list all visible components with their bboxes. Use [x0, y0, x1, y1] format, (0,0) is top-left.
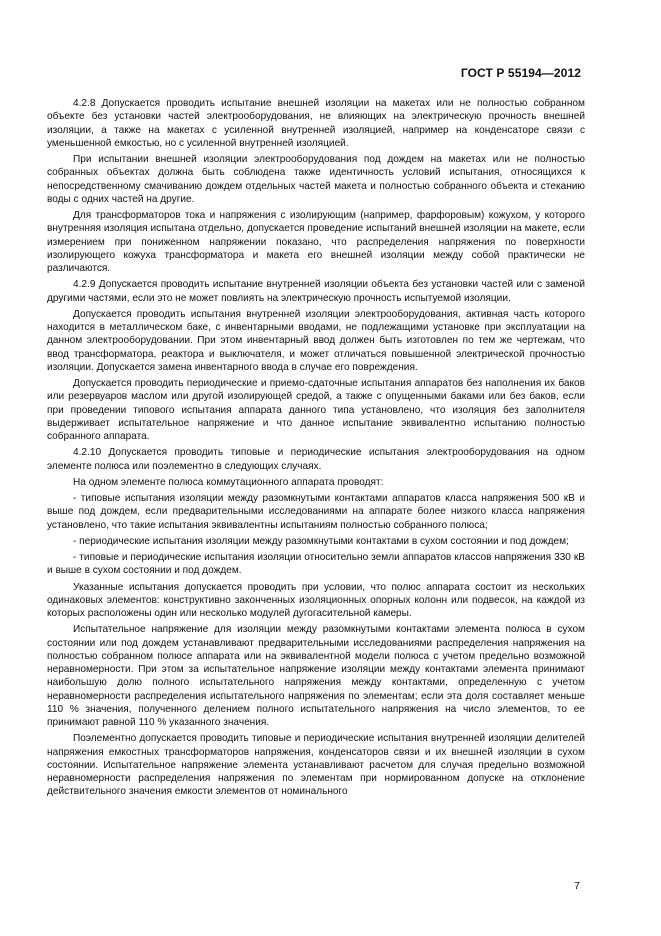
- paragraph-4-2-8: 4.2.8 Допускается проводить испытание внешней изоляции на макетах или не полностью собранном объекте без установки частей электрооборудования, не влияющих на электрическую прочность внешней изоляции, а также на макетах с усиленной внутренней изоляцией, например на конденсаторе связи с уменьшенной емкостью, но с усиленной внутренней изоляцией.: [47, 98, 585, 149]
- paragraph-4-2-10: 4.2.10 Допускается проводить типовые и периодические испытания электрооборудования на одном элементе полюса или поэлементно в следующих случаях.: [47, 447, 585, 472]
- list-item: - периодические испытания изоляции между разомкнутыми контактами в сухом состоянии и под дождем;: [73, 535, 569, 547]
- paragraph-conditions: Указанные испытания допускается проводить при условии, что полюс аппарата состоит из нескольких одинаковых элементов: конструктивно законченных изоляционных опорных колонн или подвесок, на каждой из которых расположены один или несколько модулей дугогасительной камеры.: [47, 581, 585, 619]
- paragraph-element-wise: Поэлементно допускается проводить типовые и периодические испытания внутренней изоляции делителей напряжения емкостных трансформаторов напряжения, конденсаторов связи и их внешней изоляции в сухом состоянии. Испытательное напряжение элемента устанавливают расчетом для случая предельно возможной неравномерности распределения напряжения по элементам при нормированном допуске на отклонение действительного значения емкости элементов от номинального: [47, 733, 585, 798]
- document-header: ГОСТ Р 55194—2012: [460, 66, 581, 80]
- paragraph-transformers: Для трансформаторов тока и напряжения с изолирующим (например, фарфоровым) кожухом, у которого внутренняя изоляция испытана отдельно, допускается проведение испытаний внешней изоляции на макете, если измерением при пониженном напряжении показано, что распределения напряжения по поверхности изолирующего кожуха трансформатора и макета его внешней изоляции между собой практически не различаются.: [47, 210, 585, 274]
- paragraph-rain-test: При испытании внешней изоляции электрооборудования под дождем на макетах или не полностью собранных объектах должна быть соблюдена также идентичность условий испытания, относящихся к непосредственному смачиванию дождем отдельных частей макета и полностью собранного объекта и стеканию воды с одних частей на другие.: [47, 154, 585, 205]
- paragraph-single-element: На одном элементе полюса коммутационного аппарата проводят:: [73, 476, 384, 488]
- paragraph-test-voltage: Испытательное напряжение для изоляции между разомкнутыми контактами элемента полюса в сухом состоянии или под дождем устанавливают предварительными исследованиями распределения напряжения на полностью собранном полюсе аппарата или на эквивалентной модели полюса с учетом предельно возможной неравномерности. При этом за испытательное напряжение изоляции между контактами элемента принимают наибольшую долю полного испытательного напряжения между контактами, определенную с учетом неравномерности распределения испытательного напряжения по элементам; если эта доля составляет меньше 110 % значения, полученного делением полного испытательного напряжения на число элементов, то ее принимают равной 110 % указанного значения.: [47, 624, 585, 728]
- paragraph-4-2-9: 4.2.9 Допускается проводить испытание внутренней изоляции объекта без установки частей или с заменой другими частями, если это не может повлиять на электрическую прочность испытуемой изоляции.: [47, 279, 585, 304]
- paragraph-periodic-tests: Допускается проводить периодические и приемо-сдаточные испытания аппаратов без наполнения их баков или резервуаров маслом или другой изолирующей средой, а также с опущенными баками или без баков, если при проведении типового испытания аппарата данного типа установлено, что изоляция без заполнителя выдерживает испытательное напряжение и что данное испытание эквивалентно испытанию полностью собранного аппарата.: [47, 378, 585, 442]
- paragraph-inventory-bushing: Допускается проводить испытания внутренней изоляции электрооборудования, активная часть которого находится в металлическом баке, с инвентарными вводами, не подлежащими установке при эксплуатации на данном электрооборудовании. При этом инвентарный ввод должен быть изготовлен по тем же чертежам, что ввод трансформатора, реактора и выключателя, и может отличаться повышенной электрической прочностью изоляции. Допускается замена инвентарного ввода в случае его повреждения.: [47, 308, 585, 373]
- page-number: 7: [574, 880, 580, 892]
- document-body: [47, 97, 585, 802]
- list-item: - типовые испытания изоляции между разомкнутыми контактами аппаратов класса напряжения 500 кВ и выше под дождем, если предварительными исследованиями на аппарате более низкого класса напряжения установлено, что такие испытания эквивалентны испытаниям полностью собранного полюса;: [47, 493, 585, 531]
- list-item: - типовые и периодические испытания изоляции относительно земли аппаратов классов напряжения 330 кВ и выше в сухом состоянии и под дождем.: [47, 552, 585, 577]
